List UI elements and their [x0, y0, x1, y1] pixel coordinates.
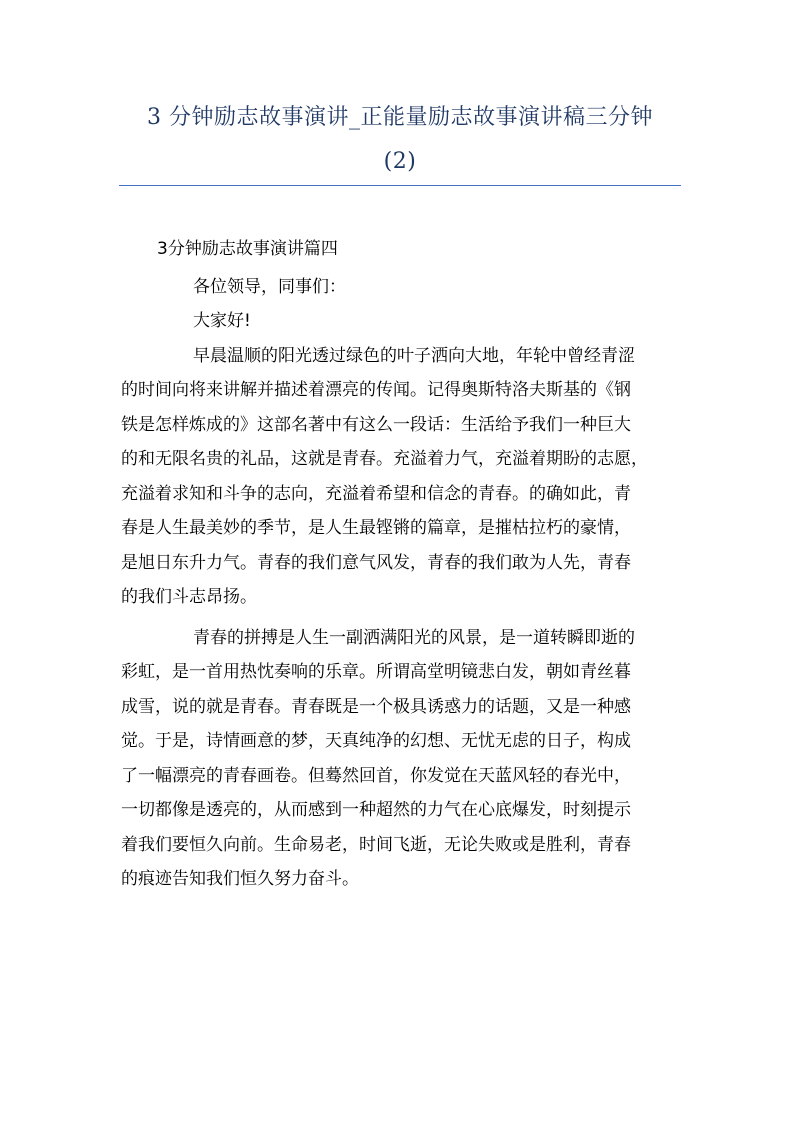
paragraph-2-line: 觉。于是，诗情画意的梦，天真纯净的幻想、无忧无虑的日子，构成: [121, 731, 631, 751]
paragraph-2: [121, 621, 685, 897]
paragraph-1-line: 早晨温顺的阳光透过绿色的叶子洒向大地，年轮中曾经青涩: [193, 345, 635, 366]
title-divider: [119, 185, 681, 186]
paragraph-1-line: 的和无限名贵的礼品，这就是青春。充溢着力气，充溢着期盼的志愿，: [121, 449, 648, 469]
title-line-1: 3 分钟励志故事演讲_正能量励志故事演讲稿三分钟: [147, 105, 653, 130]
paragraph-1-line: 是旭日东升力气。青春的我们意气风发，青春的我们敢为人先，青春: [121, 552, 631, 573]
paragraph-2-line: 一切都像是透亮的，从而感到一种超然的力气在心底爆发，时刻提示: [121, 800, 631, 820]
salutation: 各位领导，同事们：: [193, 276, 346, 297]
paragraph-1-line: 铁是怎样炼成的》这部名著中有这么一段话：生活给予我们一种巨大: [121, 414, 631, 435]
section-heading: 3分钟励志故事演讲篇四: [157, 239, 338, 259]
paragraph-2-line: 成雪，说的就是青春。青春既是一个极具诱惑力的话题，又是一种感: [121, 696, 631, 717]
paragraph-1-line: 的我们斗志昂扬。: [121, 587, 257, 607]
paragraph-1-line: 充溢着求知和斗争的志向，充溢着希望和信念的青春。的确如此，青: [121, 483, 631, 504]
paragraph-2-line: 的痕迹告知我们恒久努力奋斗。: [121, 869, 359, 889]
greeting: 大家好!: [193, 311, 251, 331]
document-title: [100, 96, 700, 184]
paragraph-2-line: 着我们要恒久向前。生命易老，时间飞逝，无论失败或是胜利，青春: [121, 834, 631, 855]
paragraph-2-line: 青春的拼搏是人生一副洒满阳光的风景，是一道转瞬即逝的: [193, 627, 635, 648]
paragraph-1-line: 的时间向将来讲解并描述着漂亮的传闻。记得奥斯特洛夫斯基的《钢: [121, 380, 631, 400]
title-line-2: (2): [383, 149, 417, 174]
paragraph-2-line: 彩虹，是一首用热忱奏响的乐章。所谓高堂明镜悲白发，朝如青丝暮: [121, 662, 631, 682]
document-body: [121, 232, 685, 897]
paragraph-1: [121, 339, 685, 615]
paragraph-1-line: 春是人生最美妙的季节，是人生最铿锵的篇章，是摧枯拉朽的豪情，: [121, 518, 631, 538]
paragraph-2-line: 了一幅漂亮的青春画卷。但蓦然回首，你发觉在天蓝风轻的春光中，: [121, 765, 631, 786]
